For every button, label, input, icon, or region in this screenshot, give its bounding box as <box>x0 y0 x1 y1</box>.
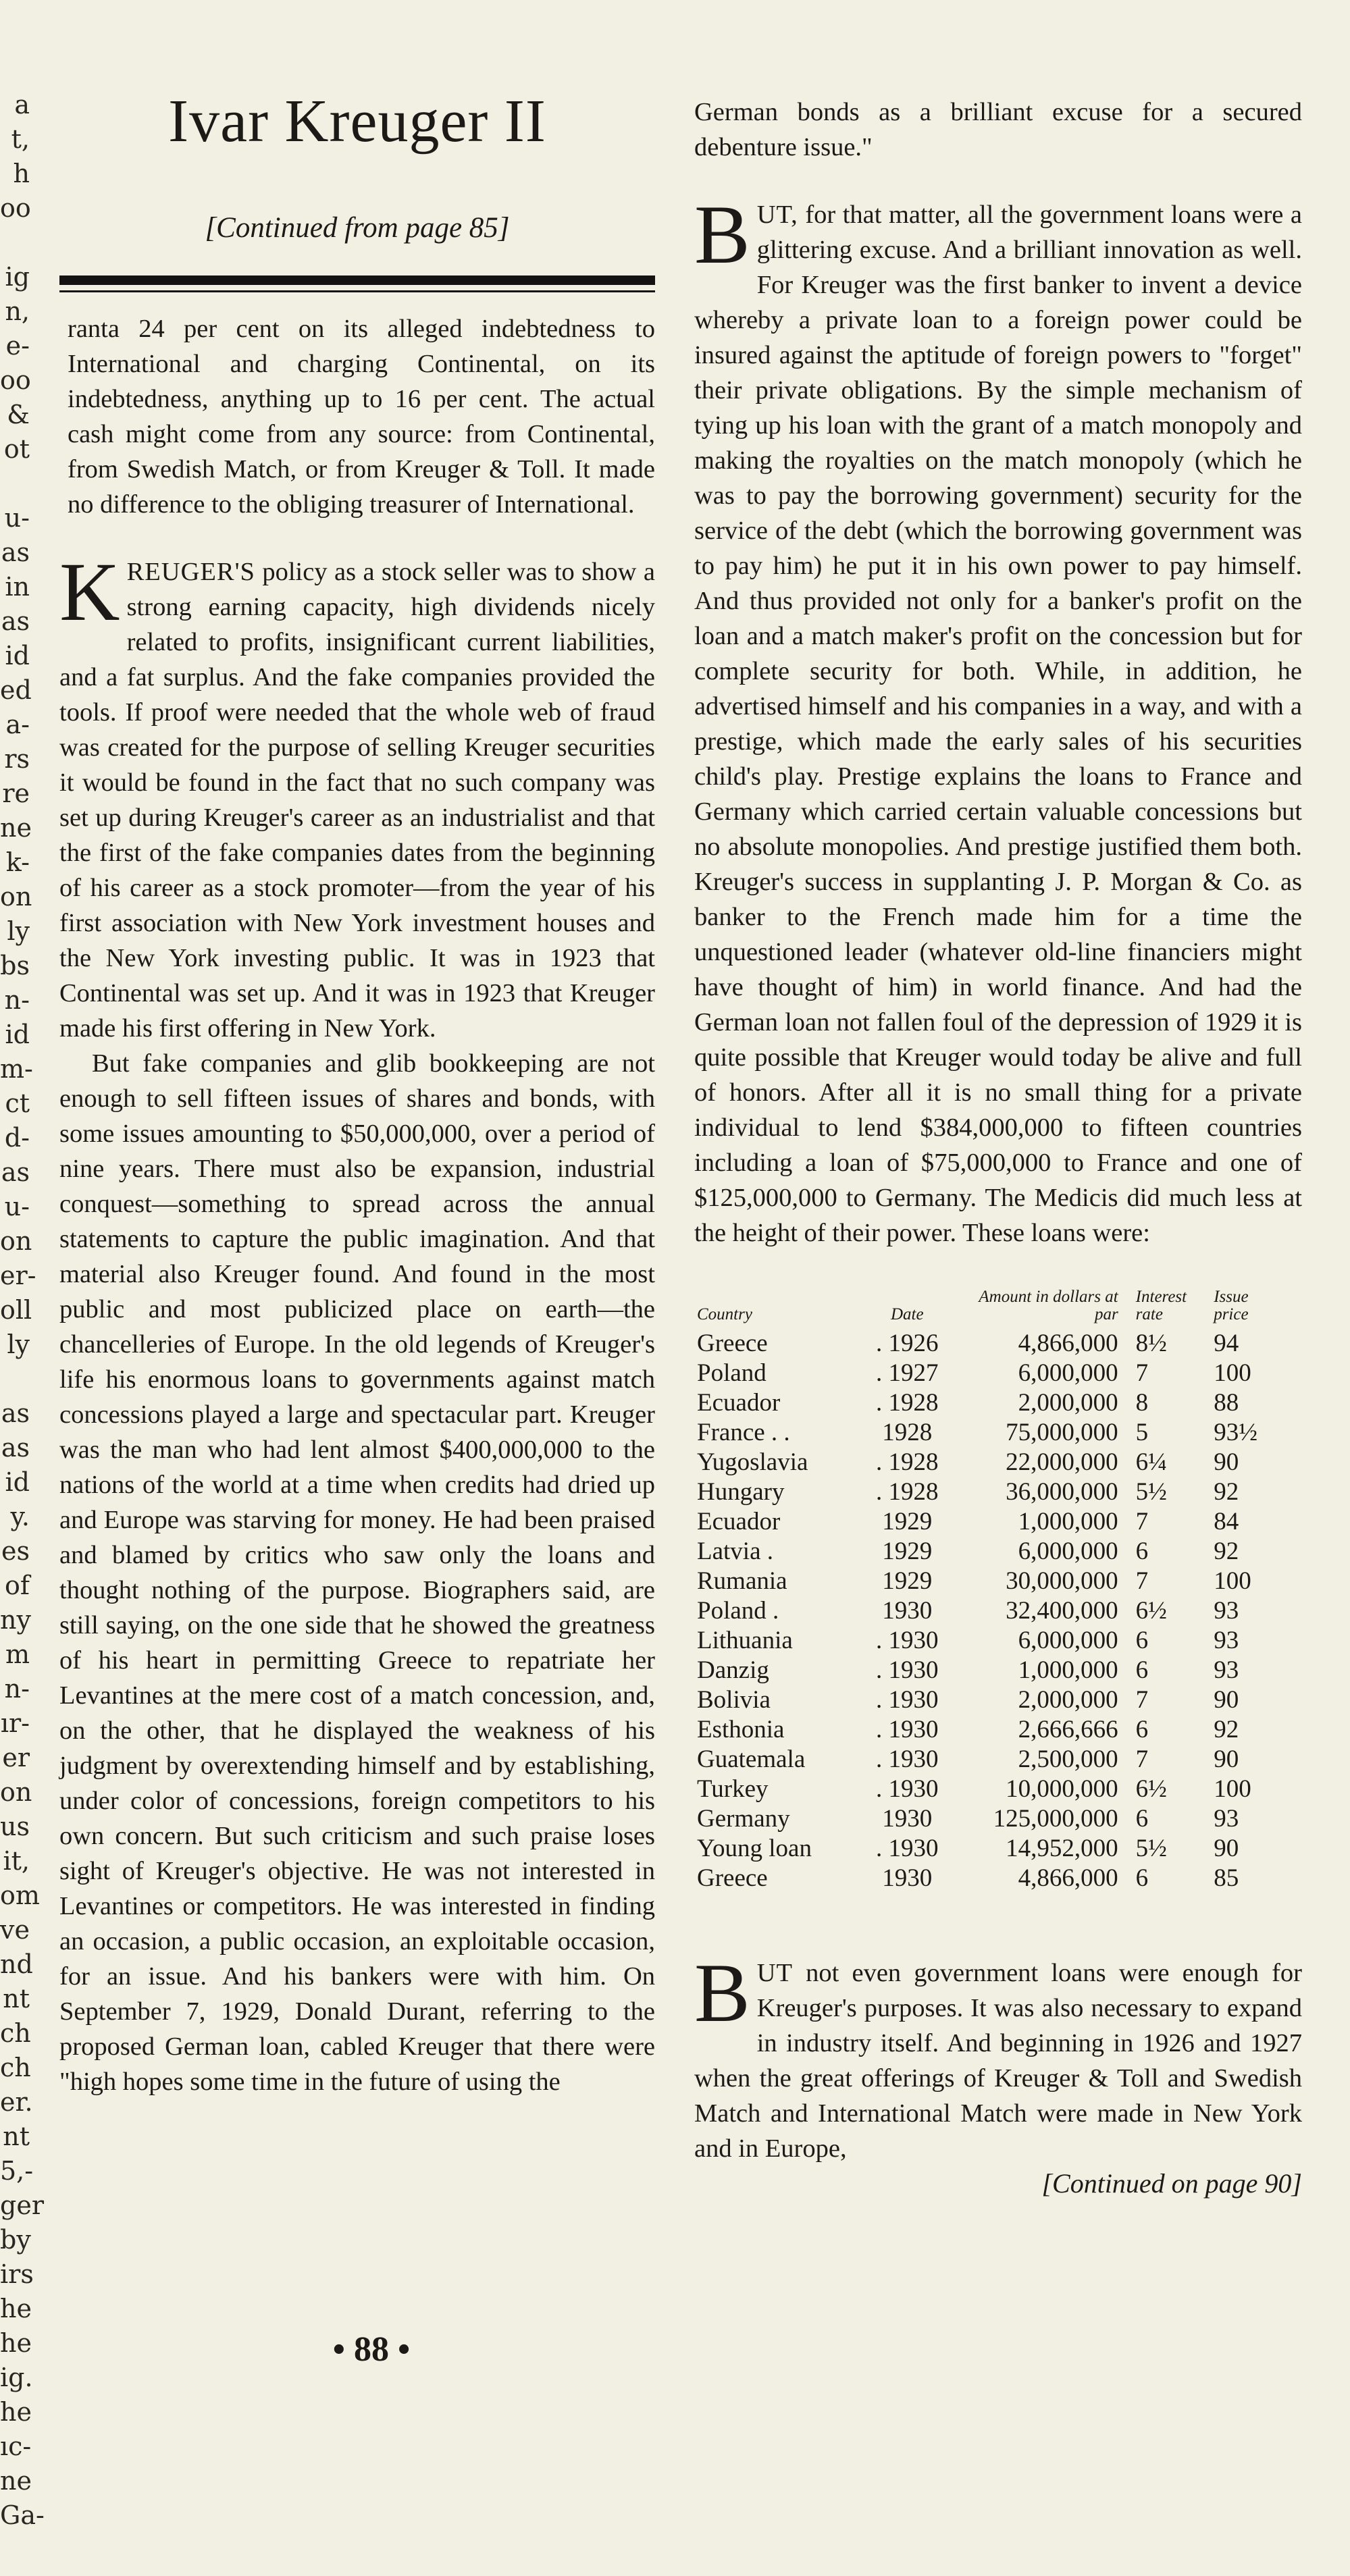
margin-fragment: irs <box>0 2259 34 2289</box>
cell-price: 90 <box>1214 1835 1239 1862</box>
table-row <box>694 1804 1289 1834</box>
cell-country: Poland . <box>697 1597 779 1625</box>
cell-amount: 1,000,000 <box>1018 1656 1118 1684</box>
margin-fragment: oo <box>0 193 31 223</box>
cell-price: 100 <box>1214 1567 1251 1595</box>
cell-date: 1930 <box>882 1864 933 1892</box>
drop-cap: B <box>694 188 750 281</box>
cell-date: . 1926 <box>876 1330 939 1357</box>
table-row <box>694 1507 1289 1537</box>
cell-date: . 1930 <box>876 1775 939 1803</box>
cell-price: 93½ <box>1214 1419 1257 1446</box>
cell-country: France . . <box>697 1419 790 1446</box>
cell-country: Danzig <box>697 1656 769 1684</box>
margin-fragment: ot <box>3 434 30 464</box>
cell-rate: 6¼ <box>1135 1448 1167 1476</box>
cell-rate: 7 <box>1135 1359 1149 1387</box>
cell-rate: 6 <box>1135 1716 1149 1743</box>
table-row <box>694 1596 1289 1626</box>
margin-fragment: it, <box>3 1846 30 1876</box>
cell-date: . 1930 <box>876 1627 939 1654</box>
cell-amount: 2,000,000 <box>1018 1686 1118 1714</box>
table-row <box>694 1329 1289 1359</box>
cell-country: Turkey <box>697 1775 769 1803</box>
table-row <box>694 1537 1289 1567</box>
cell-date: 1929 <box>882 1567 933 1595</box>
cell-amount: 30,000,000 <box>1006 1567 1118 1595</box>
margin-fragment: u- <box>4 1192 30 1221</box>
cell-price: 90 <box>1214 1686 1239 1714</box>
cell-country: Yugoslavia <box>697 1448 808 1476</box>
margin-fragment: n- <box>4 1674 30 1704</box>
margin-fragment: as <box>1 1398 30 1428</box>
margin-fragment: on <box>0 882 32 912</box>
margin-fragment: oll <box>0 1295 32 1325</box>
margin-fragment: he <box>0 2294 32 2323</box>
margin-fragment: rs <box>4 744 30 774</box>
margin-fragment: ly <box>7 916 30 946</box>
cell-date: . 1930 <box>876 1686 939 1714</box>
margin-fragment <box>0 1362 30 1396</box>
paragraph-government-loans <box>694 188 1302 1251</box>
cell-date: . 1927 <box>876 1359 939 1387</box>
table-row <box>694 1745 1289 1775</box>
cell-date: 1930 <box>882 1805 933 1833</box>
smallcaps-lead: REUGER'S <box>126 558 255 586</box>
margin-fragment: er <box>2 1743 30 1772</box>
cell-date: . 1930 <box>876 1656 939 1684</box>
left-column <box>59 81 655 2099</box>
cell-country: Ecuador <box>697 1389 781 1417</box>
cell-price: 92 <box>1214 1716 1239 1743</box>
margin-fragment: er. <box>0 2087 33 2117</box>
cell-rate: 6 <box>1135 1864 1149 1892</box>
margin-fragment: ig. <box>0 2363 33 2392</box>
cell-date: 1928 <box>882 1419 933 1446</box>
cell-date: . 1930 <box>876 1716 939 1743</box>
previous-column-fragments <box>0 88 45 2533</box>
cell-date: . 1930 <box>876 1745 939 1773</box>
margin-fragment: d- <box>4 1123 30 1153</box>
margin-fragment: nd <box>0 1949 33 1979</box>
cell-rate: 7 <box>1135 1567 1149 1595</box>
table-row <box>694 1626 1289 1656</box>
margin-fragment: as <box>1 537 30 567</box>
margin-fragment: es <box>1 1536 30 1566</box>
cell-price: 93 <box>1214 1656 1239 1684</box>
drop-cap: K <box>59 546 120 638</box>
cell-rate: 5½ <box>1135 1478 1167 1506</box>
cell-amount: 4,866,000 <box>1018 1864 1118 1892</box>
margin-fragment: in <box>5 572 30 602</box>
paragraph-german-bonds: German bonds as a brilliant excuse for a secured debenture issue." <box>694 98 1302 161</box>
table-row <box>694 1418 1289 1448</box>
paragraph-fake-companies: But fake companies and glib bookkeeping are not enough to sell fifteen issues of shares and bonds, with some issues amounting to $50,000,000, over a period of nine years. There must also be expansion, industrial conquest—something to spread across the annual statements to capture the public imagination. And that material also Kreuger found. And found in the most public and most publicized place on earth—the chancelleries of Europe. In the old legends of Kreuger's life his enormous loans to governments against match concessions played a large and spectacular part. Kreuger was the man who had lent almost $400,000,000 to the nations of the world at a time when credits had dried up and Europe was starving for money. He had been praised and blamed by critics who saw only the loans and thought nothing of the purpose. Biographers said, are still saying, on the one side that he showed the greatness of his heart in permitting Greece to repatriate her Levantines at the mere cost of a match concession, and, on the other, that he displayed the weakness of his judgment by overextending himself and by establishing, under color of concessions, foreign competitors to his own concern. But such criticism and such praise loses sight of Kreuger's objective. He was not interested in Levantines or competitors. He was interested in finding an occasion, a public occasion, an exploitable occasion, for an issue. And his bankers were with him. On September 7, 1929, Donald Durant, referring to the proposed German loan, cabled Kreuger that there were "high hopes some time in the future of using the <box>59 1049 655 2096</box>
cell-amount: 75,000,000 <box>1006 1419 1118 1446</box>
right-column <box>694 95 1302 2201</box>
table-row <box>694 1448 1289 1477</box>
cell-rate: 8 <box>1135 1389 1149 1417</box>
margin-fragment: he <box>0 2328 32 2358</box>
paragraph-body: policy as a stock seller was to show a strong earning capacity, high dividends nicely related to profits, insignificant current liabilities, and a fat surplus. And the fake companies provided the tools. If proof were needed that the whole web of fraud was created for the purpose of selling Kreuger securities it would be found in the fact that no such company was set up during Kreuger's career as an industrialist and that the first of the fake companies dates from the beginning of his career as a stock promoter—from the year of his first association with New York investment houses and the New York investing public. It was in 1923 that Continental was set up. And it was in 1923 that Kreuger made his first offering in New York. <box>59 558 655 1043</box>
paragraph-industry-expansion <box>694 1947 1302 2166</box>
margin-fragment: nt <box>3 1984 30 2014</box>
cell-rate: 5 <box>1135 1419 1149 1446</box>
margin-fragment: n- <box>4 985 30 1015</box>
margin-fragment: & <box>7 400 30 429</box>
table-row <box>694 1685 1289 1715</box>
cell-price: 84 <box>1214 1508 1239 1535</box>
continued-from-note: [Continued from page 85] <box>205 212 510 244</box>
margin-fragment: t, <box>11 124 30 154</box>
header-price: Issue price <box>1214 1288 1249 1323</box>
table-row <box>694 1834 1289 1864</box>
cell-rate: 6 <box>1135 1627 1149 1654</box>
table-row <box>694 1477 1289 1507</box>
cell-rate: 5½ <box>1135 1835 1167 1862</box>
title-rule-thick <box>59 275 655 285</box>
smallcaps-lead: UT, <box>756 201 798 229</box>
cell-amount: 2,000,000 <box>1018 1389 1118 1417</box>
header-country: Country <box>697 1305 752 1323</box>
loans-table <box>694 1288 1289 1893</box>
smallcaps-lead: UT <box>756 1959 794 1987</box>
cell-price: 93 <box>1214 1805 1239 1833</box>
margin-fragment: h <box>13 159 30 188</box>
margin-fragment: he <box>0 2397 32 2427</box>
margin-fragment: 5,- <box>0 2156 34 2186</box>
header-date: Date <box>890 1305 924 1323</box>
cell-rate: 7 <box>1135 1686 1149 1714</box>
cell-country: Poland <box>697 1359 767 1387</box>
margin-fragment: ve <box>0 1915 30 1945</box>
margin-fragment: Ga- <box>0 2500 45 2530</box>
cell-price: 92 <box>1214 1478 1239 1506</box>
paragraph-kreuger-policy <box>59 546 655 1046</box>
cell-country: Guatemala <box>697 1745 806 1773</box>
margin-fragment <box>0 467 30 501</box>
margin-fragment: ch <box>0 2018 31 2048</box>
margin-fragment: ig <box>5 262 30 292</box>
margin-fragment: om <box>0 1881 40 1910</box>
cell-date: . 1928 <box>876 1389 939 1417</box>
paragraph-body: for that matter, all the government loans were a glittering excuse. And a brilliant innovation as well. For Kreuger was the first banker to invent a device whereby a private loan to a foreign power could be insured against the aptitude of foreign powers to "forget" their private obligations. By the simple mechanism of tying up his loan with the grant of a match monopoly and making the royalties on the match monopoly (which he was to pay the borrowing government) security for the service of the debt (which the borrowing government was to pay him) he put it in his own power to pay himself. And thus provided not only for a banker's profit on the loan and a match maker's profit on the concession but for complete security for both. While, in addition, he advertised himself and his companies in a way, and with a prestige, which made the early sales of his securities child's play. Prestige explains the loans to France and Germany which carried certain valuable concessions but no absolute monopolies. And prestige justified them both. Kreuger's success in supplanting J. P. Morgan & Co. as banker to the French made him for a time the unquestioned leader (whatever old-line financiers might have thought of him) in world finance. And had the German loan not fallen foul of the depression of 1929 it is quite possible that Kreuger would today be alive and full of honors. After all it is no small thing for a private individual to lend $384,000,000 to fifteen countries including a loan of $75,000,000 to France and one of $125,000,000 to Germany. The Medicis did much less at the height of their power. These loans were: <box>694 201 1302 1247</box>
cell-price: 90 <box>1214 1448 1239 1476</box>
margin-fragment: ır- <box>0 1708 30 1738</box>
cell-amount: 6,000,000 <box>1018 1359 1118 1387</box>
margin-fragment: ny <box>0 1605 31 1635</box>
margin-fragment: as <box>1 606 30 636</box>
margin-fragment: bs <box>0 951 30 980</box>
margin-fragment: e- <box>5 331 30 361</box>
margin-fragment: ger <box>0 2190 44 2220</box>
table-row <box>694 1567 1289 1596</box>
margin-fragment: id <box>5 641 30 671</box>
cell-price: 100 <box>1214 1359 1251 1387</box>
cell-amount: 1,000,000 <box>1018 1508 1118 1535</box>
margin-fragment: ne <box>0 813 32 843</box>
margin-fragment: n, <box>5 296 30 326</box>
article-title: Ivar Kreuger II <box>168 88 546 155</box>
cell-amount: 14,952,000 <box>1006 1835 1118 1862</box>
cell-amount: 2,666,666 <box>1018 1716 1118 1743</box>
cell-country: Hungary <box>697 1478 785 1506</box>
margin-fragment: on <box>0 1226 32 1256</box>
cell-amount: 32,400,000 <box>1006 1597 1118 1625</box>
cell-amount: 6,000,000 <box>1018 1537 1118 1565</box>
cell-country: Esthonia <box>697 1716 785 1743</box>
cell-country: Bolivia <box>697 1686 771 1714</box>
margin-fragment: ly <box>7 1330 30 1359</box>
cell-price: 94 <box>1214 1330 1239 1357</box>
table-row <box>694 1775 1289 1804</box>
margin-fragment: m <box>5 1639 30 1669</box>
margin-fragment: a <box>14 90 30 120</box>
cell-amount: 10,000,000 <box>1006 1775 1118 1803</box>
margin-fragment: k- <box>5 847 30 877</box>
cell-country: Rumania <box>697 1567 787 1595</box>
cell-rate: 8½ <box>1135 1330 1167 1357</box>
margin-fragment: y. <box>10 1502 30 1531</box>
cell-country: Young loan <box>697 1835 812 1862</box>
cell-amount: 22,000,000 <box>1006 1448 1118 1476</box>
table-row <box>694 1864 1289 1893</box>
cell-country: Latvia . <box>697 1537 774 1565</box>
table-row <box>694 1388 1289 1418</box>
margin-fragment: us <box>0 1812 30 1841</box>
margin-fragment: by <box>0 2225 31 2255</box>
cell-date: 1930 <box>882 1597 933 1625</box>
cell-country: Lithuania <box>697 1627 793 1654</box>
cell-price: 85 <box>1214 1864 1239 1892</box>
margin-fragment: oo <box>0 365 31 395</box>
cell-rate: 7 <box>1135 1508 1149 1535</box>
margin-fragment: ne <box>0 2466 32 2496</box>
cell-country: Greece <box>697 1330 768 1357</box>
margin-fragment: re <box>2 779 30 808</box>
margin-fragment: ct <box>5 1088 30 1118</box>
table-row <box>694 1715 1289 1745</box>
margin-fragment: a- <box>5 710 30 739</box>
cell-date: 1929 <box>882 1508 933 1535</box>
margin-fragment <box>0 226 30 260</box>
margin-fragment: ed <box>0 675 32 705</box>
margin-fragment: u- <box>4 503 30 533</box>
loans-table-body <box>694 1329 1289 1893</box>
cell-price: 92 <box>1214 1537 1239 1565</box>
margin-fragment: m- <box>0 1054 33 1084</box>
table-row <box>694 1359 1289 1388</box>
cell-amount: 2,500,000 <box>1018 1745 1118 1773</box>
cell-date: . 1928 <box>876 1448 939 1476</box>
margin-fragment: nt <box>3 2122 30 2151</box>
page-number: • 88 • <box>332 2330 411 2369</box>
margin-fragment: of <box>5 1571 30 1600</box>
cell-amount: 4,866,000 <box>1018 1330 1118 1357</box>
cell-rate: 6 <box>1135 1805 1149 1833</box>
margin-fragment: id <box>5 1020 30 1049</box>
cell-amount: 125,000,000 <box>993 1805 1118 1833</box>
margin-fragment: er- <box>0 1261 36 1290</box>
title-rule-thin <box>59 290 655 292</box>
margin-fragment: as <box>1 1433 30 1463</box>
cell-amount: 6,000,000 <box>1018 1627 1118 1654</box>
margin-fragment: ıc- <box>0 2432 32 2461</box>
cell-price: 90 <box>1214 1745 1239 1773</box>
margin-fragment: id <box>5 1467 30 1497</box>
table-row <box>694 1656 1289 1685</box>
cell-rate: 6 <box>1135 1537 1149 1565</box>
cell-rate: 6½ <box>1135 1775 1167 1803</box>
paragraph-body: not even government loans were enough for Kreuger's purposes. It was also necessary to expand in industry itself. And beginning in 1926 and 1927 when the great offerings of Kreuger & Toll and Swedish Match and International Match were made in New York and in Europe, <box>694 1959 1302 2163</box>
header-rate: Interest rate <box>1135 1288 1187 1323</box>
paragraph-continuation: ranta 24 per cent on its alleged indebtedness to International and charging Continental, on its indebtedness, anything up to 16 per cent. The actual cash might come from any source: from Continental, from Swedish Match, or from Kreuger & Toll. It made no difference to the obliging treasurer of International. <box>68 315 655 519</box>
continued-on-note: [Continued on page 90] <box>1041 2168 1302 2199</box>
cell-price: 93 <box>1214 1627 1239 1654</box>
cell-date: . 1928 <box>876 1478 939 1506</box>
cell-price: 93 <box>1214 1597 1239 1625</box>
cell-rate: 6 <box>1135 1656 1149 1684</box>
cell-price: 100 <box>1214 1775 1251 1803</box>
drop-cap: B <box>694 1947 750 2039</box>
cell-date: 1929 <box>882 1537 933 1565</box>
cell-price: 88 <box>1214 1389 1239 1417</box>
cell-country: Ecuador <box>697 1508 781 1535</box>
margin-fragment: ch <box>0 2053 31 2082</box>
cell-date: . 1930 <box>876 1835 939 1862</box>
header-amount: Amount in dollars at par <box>979 1288 1118 1323</box>
cell-rate: 7 <box>1135 1745 1149 1773</box>
margin-fragment: on <box>0 1777 32 1807</box>
cell-country: Greece <box>697 1864 768 1892</box>
table-header-row <box>694 1288 1289 1329</box>
cell-country: Germany <box>697 1805 790 1833</box>
cell-amount: 36,000,000 <box>1006 1478 1118 1506</box>
margin-fragment: as <box>1 1157 30 1187</box>
cell-rate: 6½ <box>1135 1597 1167 1625</box>
